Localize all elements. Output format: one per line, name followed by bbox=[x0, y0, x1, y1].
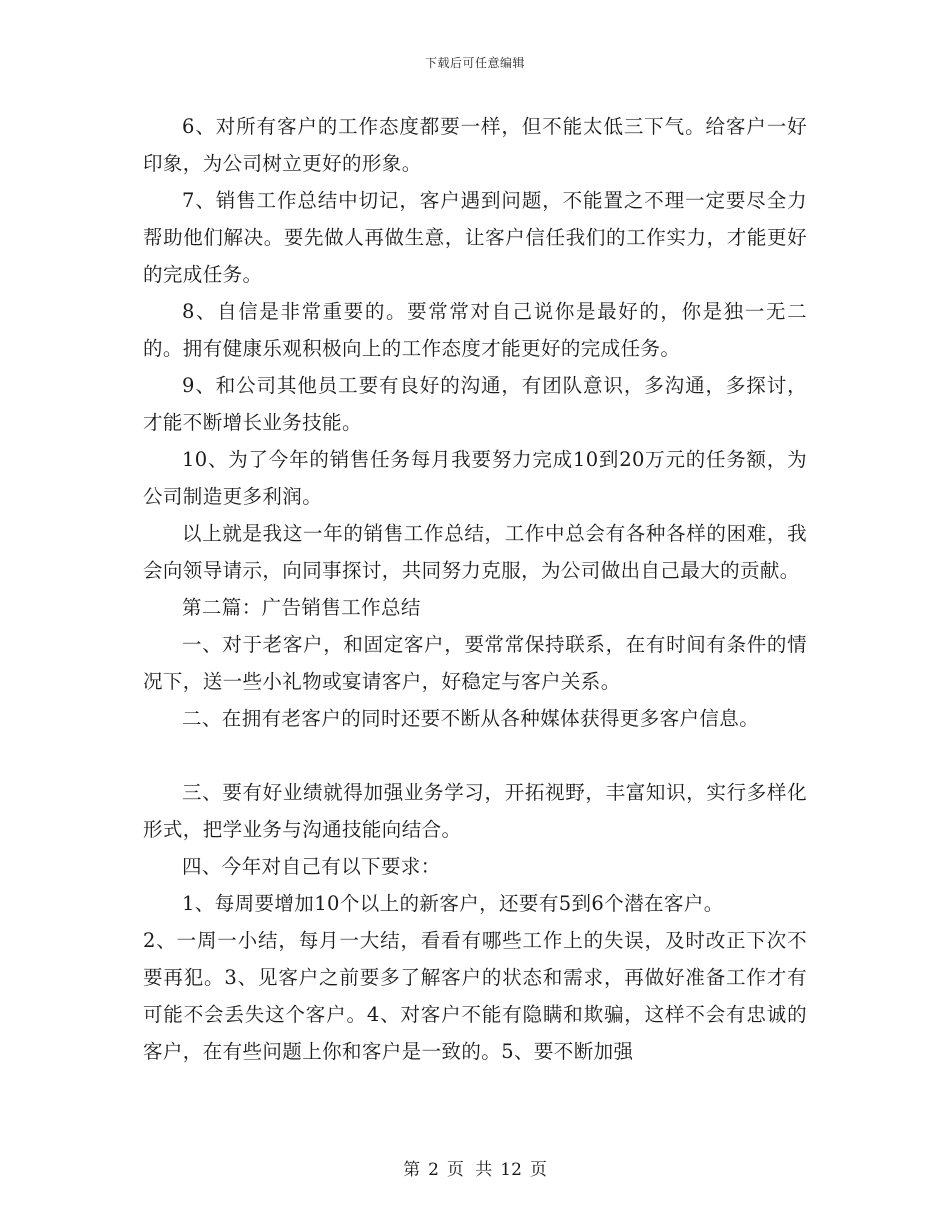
paragraph-item-9: 9、和公司其他员工要有良好的沟通，有团队意识，多沟通，多探讨，才能不断增长业务技能。 bbox=[143, 374, 807, 434]
document-body bbox=[143, 108, 807, 1070]
paragraph-point-two: 二、在拥有老客户的同时还要不断从各种媒体获得更多客户信息。 bbox=[182, 707, 760, 730]
footer-prefix: 第 bbox=[403, 1160, 421, 1180]
paragraph-point-one: 一、对于老客户，和固定客户，要常常保持联系，在有时间有条件的情况下，送一些小礼物或宴请客户，好稳定与客户关系。 bbox=[143, 633, 807, 693]
paragraph-point-four: 四、今年对自己有以下要求： bbox=[182, 855, 441, 878]
footer-middle: 页 共 bbox=[446, 1160, 493, 1180]
paragraph-point-three: 三、要有好业绩就得加强业务学习，开拓视野，丰富知识，实行多样化形式，把学业务与沟通技能向结合。 bbox=[143, 781, 807, 841]
section-heading: 第二篇：广告销售工作总结 bbox=[182, 596, 421, 619]
footer-suffix: 页 bbox=[529, 1160, 547, 1180]
paragraph-requirement-one: 1、每周要增加10个以上的新客户，还要有5到6个潜在客户。 bbox=[182, 892, 724, 915]
paragraph-requirements-list: 2、一周一小结，每月一大结，看看有哪些工作上的失误，及时改正下次不要再犯。3、见客户之前要多了解客户的状态和需求，再做好准备工作才有可能不会丢失这个客户。4、对客户不能有隐瞒和欺骗，这样不会有忠诚的客户，在有些问题上你和客户是一致的。5、要不断加强 bbox=[143, 929, 807, 1063]
paragraph-item-10: 10、为了今年的销售任务每月我要努力完成10到20万元的任务额，为公司制造更多利润。 bbox=[143, 448, 807, 508]
paragraph-item-6: 6、对所有客户的工作态度都要一样，但不能太低三下气。给客户一好印象，为公司树立更好的形象。 bbox=[143, 115, 807, 175]
blank-line bbox=[143, 737, 807, 774]
page-footer bbox=[0, 1155, 950, 1180]
footer-current-page: 2 bbox=[428, 1160, 439, 1180]
footer-total-pages: 12 bbox=[500, 1160, 522, 1180]
paragraph-item-8: 8、自信是非常重要的。要常常对自己说你是最好的，你是独一无二的。拥有健康乐观积极向上的工作态度才能更好的完成任务。 bbox=[143, 300, 807, 360]
paragraph-item-7: 7、销售工作总结中切记，客户遇到问题，不能置之不理一定要尽全力帮助他们解决。要先做人再做生意，让客户信任我们的工作实力，才能更好的完成任务。 bbox=[143, 189, 807, 286]
page-header-note: 下载后可任意编辑 bbox=[424, 56, 525, 70]
paragraph-conclusion: 以上就是我这一年的销售工作总结，工作中总会有各种各样的困难，我会向领导请示，向同事探讨，共同努力克服，为公司做出自己最大的贡献。 bbox=[143, 522, 807, 582]
